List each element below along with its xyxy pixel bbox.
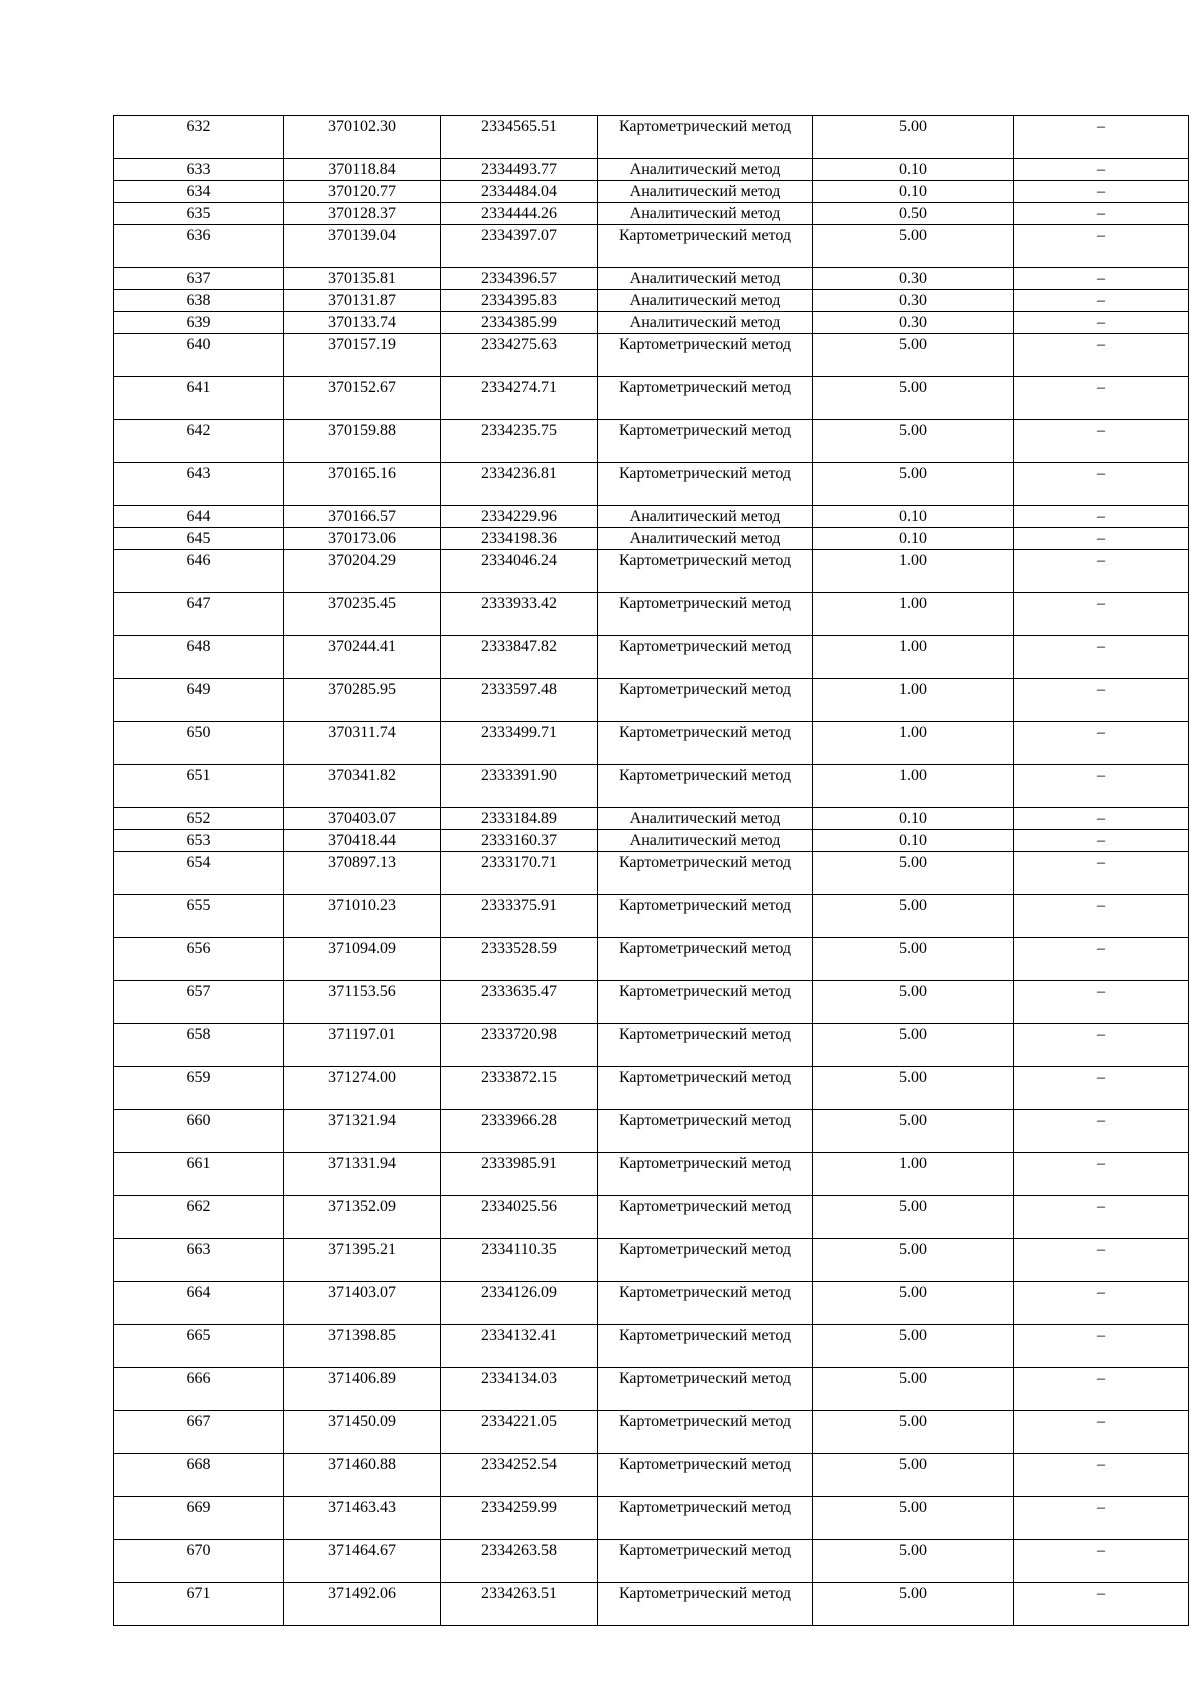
- method-cell: Аналитический метод: [598, 312, 813, 334]
- accuracy-cell: 5.00: [813, 1411, 1014, 1454]
- table-row: [114, 159, 1189, 181]
- y-coordinate-cell: 2334397.07: [441, 225, 598, 268]
- method-cell: Картометрический метод: [598, 679, 813, 722]
- point-number-cell: 638: [114, 290, 284, 312]
- accuracy-cell: 0.30: [813, 312, 1014, 334]
- table-row: [114, 830, 1189, 852]
- x-coordinate-cell: 371153.56: [284, 981, 441, 1024]
- point-number-cell: 635: [114, 203, 284, 225]
- y-coordinate-cell: 2334252.54: [441, 1454, 598, 1497]
- y-coordinate-cell: 2333184.89: [441, 808, 598, 830]
- y-coordinate-cell: 2333720.98: [441, 1024, 598, 1067]
- x-coordinate-cell: 371197.01: [284, 1024, 441, 1067]
- table-row: [114, 1368, 1189, 1411]
- y-coordinate-cell: 2334385.99: [441, 312, 598, 334]
- y-coordinate-cell: 2333170.71: [441, 852, 598, 895]
- y-coordinate-cell: 2333872.15: [441, 1067, 598, 1110]
- note-cell: –: [1014, 593, 1189, 636]
- x-coordinate-cell: 370152.67: [284, 377, 441, 420]
- y-coordinate-cell: 2334274.71: [441, 377, 598, 420]
- method-cell: Аналитический метод: [598, 830, 813, 852]
- method-cell: Картометрический метод: [598, 1583, 813, 1626]
- point-number-cell: 656: [114, 938, 284, 981]
- table-row: [114, 1024, 1189, 1067]
- table-row: [114, 312, 1189, 334]
- method-cell: Аналитический метод: [598, 203, 813, 225]
- method-cell: Картометрический метод: [598, 981, 813, 1024]
- y-coordinate-cell: 2333966.28: [441, 1110, 598, 1153]
- method-cell: Картометрический метод: [598, 852, 813, 895]
- point-number-cell: 647: [114, 593, 284, 636]
- note-cell: –: [1014, 1067, 1189, 1110]
- table-row: [114, 1110, 1189, 1153]
- point-number-cell: 652: [114, 808, 284, 830]
- method-cell: Картометрический метод: [598, 895, 813, 938]
- x-coordinate-cell: 371010.23: [284, 895, 441, 938]
- accuracy-cell: 5.00: [813, 852, 1014, 895]
- accuracy-cell: 1.00: [813, 1153, 1014, 1196]
- note-cell: –: [1014, 334, 1189, 377]
- table-row: [114, 1282, 1189, 1325]
- table-row: [114, 1325, 1189, 1368]
- accuracy-cell: 5.00: [813, 1196, 1014, 1239]
- point-number-cell: 642: [114, 420, 284, 463]
- method-cell: Картометрический метод: [598, 1153, 813, 1196]
- note-cell: –: [1014, 765, 1189, 808]
- note-cell: –: [1014, 1497, 1189, 1540]
- x-coordinate-cell: 370159.88: [284, 420, 441, 463]
- x-coordinate-cell: 370133.74: [284, 312, 441, 334]
- x-coordinate-cell: 371450.09: [284, 1411, 441, 1454]
- note-cell: –: [1014, 938, 1189, 981]
- y-coordinate-cell: 2333391.90: [441, 765, 598, 808]
- method-cell: Картометрический метод: [598, 420, 813, 463]
- point-number-cell: 646: [114, 550, 284, 593]
- method-cell: Картометрический метод: [598, 377, 813, 420]
- note-cell: –: [1014, 1282, 1189, 1325]
- table-row: [114, 808, 1189, 830]
- y-coordinate-cell: 2334565.51: [441, 116, 598, 159]
- note-cell: –: [1014, 722, 1189, 765]
- table-row: [114, 506, 1189, 528]
- method-cell: Аналитический метод: [598, 268, 813, 290]
- note-cell: –: [1014, 181, 1189, 203]
- point-number-cell: 653: [114, 830, 284, 852]
- note-cell: –: [1014, 679, 1189, 722]
- x-coordinate-cell: 370311.74: [284, 722, 441, 765]
- point-number-cell: 666: [114, 1368, 284, 1411]
- method-cell: Картометрический метод: [598, 116, 813, 159]
- note-cell: –: [1014, 1540, 1189, 1583]
- table-row: [114, 1540, 1189, 1583]
- y-coordinate-cell: 2333499.71: [441, 722, 598, 765]
- accuracy-cell: 0.10: [813, 528, 1014, 550]
- note-cell: –: [1014, 1368, 1189, 1411]
- method-cell: Картометрический метод: [598, 593, 813, 636]
- y-coordinate-cell: 2334493.77: [441, 159, 598, 181]
- point-number-cell: 632: [114, 116, 284, 159]
- accuracy-cell: 5.00: [813, 1583, 1014, 1626]
- accuracy-cell: 5.00: [813, 938, 1014, 981]
- method-cell: Картометрический метод: [598, 1540, 813, 1583]
- y-coordinate-cell: 2334395.83: [441, 290, 598, 312]
- x-coordinate-cell: 371274.00: [284, 1067, 441, 1110]
- y-coordinate-cell: 2334235.75: [441, 420, 598, 463]
- x-coordinate-cell: 370204.29: [284, 550, 441, 593]
- accuracy-cell: 5.00: [813, 334, 1014, 377]
- accuracy-cell: 1.00: [813, 550, 1014, 593]
- note-cell: –: [1014, 981, 1189, 1024]
- point-number-cell: 659: [114, 1067, 284, 1110]
- point-number-cell: 662: [114, 1196, 284, 1239]
- point-number-cell: 643: [114, 463, 284, 506]
- y-coordinate-cell: 2333847.82: [441, 636, 598, 679]
- accuracy-cell: 0.10: [813, 181, 1014, 203]
- x-coordinate-cell: 370418.44: [284, 830, 441, 852]
- point-number-cell: 644: [114, 506, 284, 528]
- accuracy-cell: 5.00: [813, 1540, 1014, 1583]
- point-number-cell: 668: [114, 1454, 284, 1497]
- point-number-cell: 639: [114, 312, 284, 334]
- x-coordinate-cell: 370157.19: [284, 334, 441, 377]
- note-cell: –: [1014, 1024, 1189, 1067]
- method-cell: Картометрический метод: [598, 1368, 813, 1411]
- method-cell: Картометрический метод: [598, 1325, 813, 1368]
- accuracy-cell: 5.00: [813, 1368, 1014, 1411]
- table-row: [114, 268, 1189, 290]
- point-number-cell: 671: [114, 1583, 284, 1626]
- y-coordinate-cell: 2333933.42: [441, 593, 598, 636]
- y-coordinate-cell: 2333985.91: [441, 1153, 598, 1196]
- method-cell: Картометрический метод: [598, 765, 813, 808]
- method-cell: Аналитический метод: [598, 181, 813, 203]
- note-cell: –: [1014, 550, 1189, 593]
- table-row: [114, 1067, 1189, 1110]
- table-row: [114, 1497, 1189, 1540]
- x-coordinate-cell: 371464.67: [284, 1540, 441, 1583]
- point-number-cell: 648: [114, 636, 284, 679]
- y-coordinate-cell: 2334134.03: [441, 1368, 598, 1411]
- note-cell: –: [1014, 1454, 1189, 1497]
- x-coordinate-cell: 370118.84: [284, 159, 441, 181]
- y-coordinate-cell: 2334132.41: [441, 1325, 598, 1368]
- point-number-cell: 650: [114, 722, 284, 765]
- note-cell: –: [1014, 203, 1189, 225]
- note-cell: –: [1014, 116, 1189, 159]
- note-cell: –: [1014, 895, 1189, 938]
- method-cell: Картометрический метод: [598, 1239, 813, 1282]
- note-cell: –: [1014, 420, 1189, 463]
- note-cell: –: [1014, 225, 1189, 268]
- note-cell: –: [1014, 1196, 1189, 1239]
- y-coordinate-cell: 2334229.96: [441, 506, 598, 528]
- note-cell: –: [1014, 528, 1189, 550]
- x-coordinate-cell: 371321.94: [284, 1110, 441, 1153]
- accuracy-cell: 5.00: [813, 895, 1014, 938]
- method-cell: Аналитический метод: [598, 159, 813, 181]
- table-row: [114, 550, 1189, 593]
- y-coordinate-cell: 2334110.35: [441, 1239, 598, 1282]
- y-coordinate-cell: 2334236.81: [441, 463, 598, 506]
- accuracy-cell: 0.30: [813, 290, 1014, 312]
- y-coordinate-cell: 2334275.63: [441, 334, 598, 377]
- point-number-cell: 663: [114, 1239, 284, 1282]
- point-number-cell: 640: [114, 334, 284, 377]
- accuracy-cell: 5.00: [813, 225, 1014, 268]
- note-cell: –: [1014, 463, 1189, 506]
- point-number-cell: 637: [114, 268, 284, 290]
- point-number-cell: 634: [114, 181, 284, 203]
- note-cell: –: [1014, 506, 1189, 528]
- accuracy-cell: 0.10: [813, 808, 1014, 830]
- x-coordinate-cell: 370131.87: [284, 290, 441, 312]
- note-cell: –: [1014, 312, 1189, 334]
- table-row: [114, 1239, 1189, 1282]
- coordinates-table: [113, 115, 1189, 1626]
- table-row: [114, 895, 1189, 938]
- point-number-cell: 645: [114, 528, 284, 550]
- table-row: [114, 679, 1189, 722]
- note-cell: –: [1014, 290, 1189, 312]
- point-number-cell: 664: [114, 1282, 284, 1325]
- accuracy-cell: 1.00: [813, 765, 1014, 808]
- table-row: [114, 1411, 1189, 1454]
- method-cell: Аналитический метод: [598, 506, 813, 528]
- point-number-cell: 658: [114, 1024, 284, 1067]
- note-cell: –: [1014, 852, 1189, 895]
- note-cell: –: [1014, 830, 1189, 852]
- y-coordinate-cell: 2334126.09: [441, 1282, 598, 1325]
- x-coordinate-cell: 370403.07: [284, 808, 441, 830]
- point-number-cell: 633: [114, 159, 284, 181]
- table-row: [114, 420, 1189, 463]
- method-cell: Картометрический метод: [598, 463, 813, 506]
- accuracy-cell: 5.00: [813, 1282, 1014, 1325]
- accuracy-cell: 5.00: [813, 377, 1014, 420]
- y-coordinate-cell: 2334263.58: [441, 1540, 598, 1583]
- accuracy-cell: 0.10: [813, 159, 1014, 181]
- method-cell: Картометрический метод: [598, 1067, 813, 1110]
- table-row: [114, 636, 1189, 679]
- method-cell: Аналитический метод: [598, 808, 813, 830]
- note-cell: –: [1014, 1325, 1189, 1368]
- point-number-cell: 667: [114, 1411, 284, 1454]
- y-coordinate-cell: 2334046.24: [441, 550, 598, 593]
- x-coordinate-cell: 370128.37: [284, 203, 441, 225]
- y-coordinate-cell: 2334444.26: [441, 203, 598, 225]
- x-coordinate-cell: 370102.30: [284, 116, 441, 159]
- accuracy-cell: 5.00: [813, 1497, 1014, 1540]
- note-cell: –: [1014, 1583, 1189, 1626]
- table-row: [114, 116, 1189, 159]
- method-cell: Картометрический метод: [598, 1454, 813, 1497]
- accuracy-cell: 0.50: [813, 203, 1014, 225]
- y-coordinate-cell: 2334263.51: [441, 1583, 598, 1626]
- accuracy-cell: 0.30: [813, 268, 1014, 290]
- y-coordinate-cell: 2333597.48: [441, 679, 598, 722]
- accuracy-cell: 5.00: [813, 463, 1014, 506]
- x-coordinate-cell: 370173.06: [284, 528, 441, 550]
- x-coordinate-cell: 370139.04: [284, 225, 441, 268]
- table-row: [114, 765, 1189, 808]
- note-cell: –: [1014, 268, 1189, 290]
- accuracy-cell: 1.00: [813, 679, 1014, 722]
- point-number-cell: 657: [114, 981, 284, 1024]
- method-cell: Картометрический метод: [598, 722, 813, 765]
- point-number-cell: 665: [114, 1325, 284, 1368]
- y-coordinate-cell: 2334259.99: [441, 1497, 598, 1540]
- method-cell: Картометрический метод: [598, 550, 813, 593]
- table-row: [114, 1583, 1189, 1626]
- accuracy-cell: 5.00: [813, 116, 1014, 159]
- point-number-cell: 669: [114, 1497, 284, 1540]
- point-number-cell: 670: [114, 1540, 284, 1583]
- note-cell: –: [1014, 377, 1189, 420]
- x-coordinate-cell: 371395.21: [284, 1239, 441, 1282]
- point-number-cell: 636: [114, 225, 284, 268]
- table-row: [114, 722, 1189, 765]
- table-row: [114, 1454, 1189, 1497]
- method-cell: Картометрический метод: [598, 938, 813, 981]
- table-row: [114, 528, 1189, 550]
- note-cell: –: [1014, 159, 1189, 181]
- accuracy-cell: 0.10: [813, 506, 1014, 528]
- table-row: [114, 981, 1189, 1024]
- note-cell: –: [1014, 636, 1189, 679]
- table-row: [114, 334, 1189, 377]
- accuracy-cell: 1.00: [813, 636, 1014, 679]
- table-body: [114, 116, 1189, 1626]
- x-coordinate-cell: 371460.88: [284, 1454, 441, 1497]
- y-coordinate-cell: 2334484.04: [441, 181, 598, 203]
- point-number-cell: 641: [114, 377, 284, 420]
- accuracy-cell: 5.00: [813, 1454, 1014, 1497]
- table-row: [114, 852, 1189, 895]
- point-number-cell: 655: [114, 895, 284, 938]
- method-cell: Картометрический метод: [598, 1411, 813, 1454]
- method-cell: Картометрический метод: [598, 636, 813, 679]
- point-number-cell: 649: [114, 679, 284, 722]
- table-row: [114, 938, 1189, 981]
- y-coordinate-cell: 2333635.47: [441, 981, 598, 1024]
- note-cell: –: [1014, 1411, 1189, 1454]
- y-coordinate-cell: 2333375.91: [441, 895, 598, 938]
- note-cell: –: [1014, 1110, 1189, 1153]
- method-cell: Аналитический метод: [598, 290, 813, 312]
- table-row: [114, 181, 1189, 203]
- method-cell: Картометрический метод: [598, 225, 813, 268]
- x-coordinate-cell: 371406.89: [284, 1368, 441, 1411]
- table-row: [114, 225, 1189, 268]
- x-coordinate-cell: 370135.81: [284, 268, 441, 290]
- method-cell: Аналитический метод: [598, 528, 813, 550]
- x-coordinate-cell: 371352.09: [284, 1196, 441, 1239]
- method-cell: Картометрический метод: [598, 1497, 813, 1540]
- x-coordinate-cell: 370120.77: [284, 181, 441, 203]
- x-coordinate-cell: 370244.41: [284, 636, 441, 679]
- y-coordinate-cell: 2334198.36: [441, 528, 598, 550]
- accuracy-cell: 5.00: [813, 420, 1014, 463]
- table-row: [114, 203, 1189, 225]
- y-coordinate-cell: 2334025.56: [441, 1196, 598, 1239]
- method-cell: Картометрический метод: [598, 1024, 813, 1067]
- y-coordinate-cell: 2333528.59: [441, 938, 598, 981]
- table-row: [114, 463, 1189, 506]
- note-cell: –: [1014, 1239, 1189, 1282]
- accuracy-cell: 5.00: [813, 1067, 1014, 1110]
- y-coordinate-cell: 2334221.05: [441, 1411, 598, 1454]
- table-row: [114, 290, 1189, 312]
- method-cell: Картометрический метод: [598, 334, 813, 377]
- x-coordinate-cell: 370341.82: [284, 765, 441, 808]
- y-coordinate-cell: 2334396.57: [441, 268, 598, 290]
- accuracy-cell: 5.00: [813, 1239, 1014, 1282]
- x-coordinate-cell: 370166.57: [284, 506, 441, 528]
- point-number-cell: 660: [114, 1110, 284, 1153]
- x-coordinate-cell: 371492.06: [284, 1583, 441, 1626]
- table-row: [114, 377, 1189, 420]
- y-coordinate-cell: 2333160.37: [441, 830, 598, 852]
- x-coordinate-cell: 370897.13: [284, 852, 441, 895]
- x-coordinate-cell: 371398.85: [284, 1325, 441, 1368]
- x-coordinate-cell: 371463.43: [284, 1497, 441, 1540]
- accuracy-cell: 1.00: [813, 593, 1014, 636]
- point-number-cell: 651: [114, 765, 284, 808]
- note-cell: –: [1014, 808, 1189, 830]
- x-coordinate-cell: 371403.07: [284, 1282, 441, 1325]
- x-coordinate-cell: 371094.09: [284, 938, 441, 981]
- method-cell: Картометрический метод: [598, 1110, 813, 1153]
- accuracy-cell: 5.00: [813, 1024, 1014, 1067]
- method-cell: Картометрический метод: [598, 1282, 813, 1325]
- method-cell: Картометрический метод: [598, 1196, 813, 1239]
- table-row: [114, 1153, 1189, 1196]
- accuracy-cell: 5.00: [813, 1110, 1014, 1153]
- table-row: [114, 593, 1189, 636]
- point-number-cell: 661: [114, 1153, 284, 1196]
- note-cell: –: [1014, 1153, 1189, 1196]
- x-coordinate-cell: 371331.94: [284, 1153, 441, 1196]
- x-coordinate-cell: 370165.16: [284, 463, 441, 506]
- accuracy-cell: 1.00: [813, 722, 1014, 765]
- accuracy-cell: 5.00: [813, 1325, 1014, 1368]
- table-row: [114, 1196, 1189, 1239]
- accuracy-cell: 5.00: [813, 981, 1014, 1024]
- point-number-cell: 654: [114, 852, 284, 895]
- accuracy-cell: 0.10: [813, 830, 1014, 852]
- x-coordinate-cell: 370285.95: [284, 679, 441, 722]
- x-coordinate-cell: 370235.45: [284, 593, 441, 636]
